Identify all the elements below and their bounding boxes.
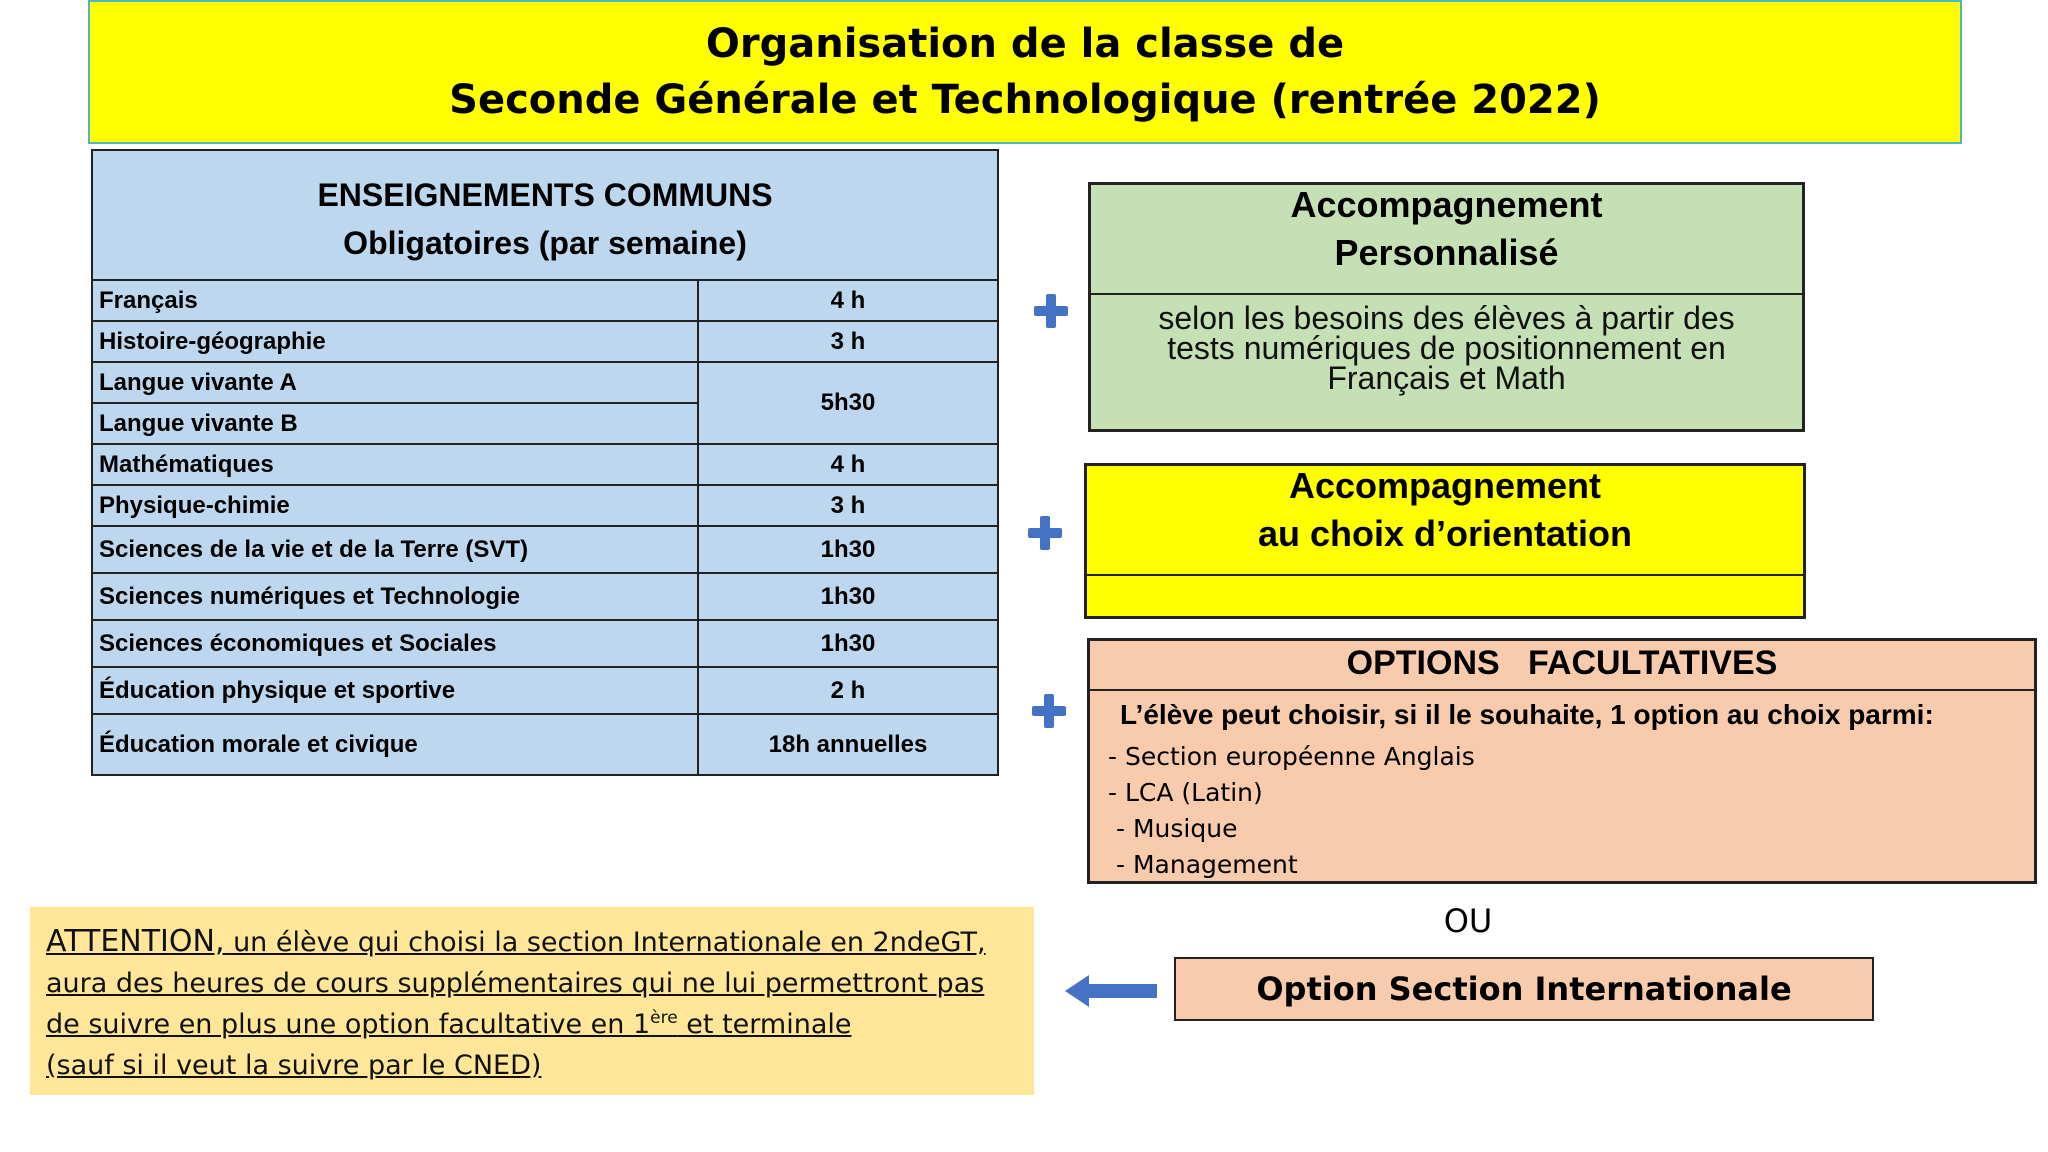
ap-title-line-2: Personnalisé bbox=[1334, 232, 1559, 273]
title-line-1: Organisation de la classe de bbox=[705, 21, 1345, 67]
subject-cell: Éducation physique et sportive bbox=[92, 667, 698, 714]
common-subjects-table bbox=[91, 149, 999, 776]
table-row bbox=[92, 280, 998, 321]
table-row bbox=[92, 667, 998, 714]
title-banner bbox=[88, 0, 1962, 144]
table-row bbox=[92, 321, 998, 362]
table-row bbox=[92, 485, 998, 526]
ap-description bbox=[1091, 295, 1802, 396]
ap-text-line-3: Français et Math bbox=[1327, 360, 1566, 396]
subject-cell: Français bbox=[92, 280, 698, 321]
hours-cell: 1h30 bbox=[698, 573, 998, 620]
attention-line-3-b: et terminale bbox=[677, 1009, 852, 1040]
table-row bbox=[92, 714, 998, 775]
ap-title-line-1: Accompagnement bbox=[1290, 184, 1603, 225]
table-row bbox=[92, 444, 998, 485]
section-internationale-box: Option Section Internationale bbox=[1174, 957, 1874, 1021]
title-line-2: Seconde Générale et Technologique (rentrée 2022) bbox=[449, 77, 1601, 123]
table-row bbox=[92, 362, 998, 403]
table-heading bbox=[92, 150, 998, 280]
table-header-row bbox=[92, 150, 998, 280]
ap-text-line-2: tests numériques de positionnement en bbox=[1167, 330, 1726, 366]
options-intro: L’élève peut choisir, si il le souhaite, 1 option au choix parmi: bbox=[1120, 699, 1934, 730]
subject-cell: Histoire-géographie bbox=[92, 321, 698, 362]
attention-note bbox=[30, 907, 1034, 1095]
plus-icon bbox=[1032, 292, 1070, 330]
ao-title bbox=[1087, 466, 1803, 576]
options-title: OPTIONS FACULTATIVES bbox=[1090, 641, 2034, 691]
ao-title-line-1: Accompagnement bbox=[1288, 465, 1602, 506]
subject-cell: Langue vivante A bbox=[92, 362, 698, 403]
attention-line-4: (sauf si il veut la suivre par le CNED) bbox=[46, 1050, 542, 1081]
option-item: - Musique bbox=[1116, 814, 1238, 843]
hours-cell: 4 h bbox=[698, 280, 998, 321]
subject-cell: Mathématiques bbox=[92, 444, 698, 485]
attention-word: ATTENTION, bbox=[46, 924, 225, 959]
subject-cell: Physique-chimie bbox=[92, 485, 698, 526]
subject-cell: Sciences économiques et Sociales bbox=[92, 620, 698, 667]
table-row bbox=[92, 573, 998, 620]
accompagnement-orientation-box bbox=[1084, 463, 1806, 619]
table-heading-2: Obligatoires (par semaine) bbox=[343, 225, 747, 261]
ap-title bbox=[1091, 185, 1802, 295]
hours-cell: 5h30 bbox=[698, 362, 998, 444]
hours-cell: 1h30 bbox=[698, 526, 998, 573]
attention-line-3-a: de suivre en plus une option facultative en 1 bbox=[46, 1009, 651, 1040]
attention-line-1 bbox=[46, 921, 1034, 963]
option-item: - LCA (Latin) bbox=[1108, 778, 1263, 807]
subject-cell: Langue vivante B bbox=[92, 403, 698, 444]
subject-cell: Éducation morale et civique bbox=[92, 714, 698, 775]
option-item: - Management bbox=[1116, 850, 1298, 879]
ap-text-line-1: selon les besoins des élèves à partir des bbox=[1158, 300, 1735, 336]
arrow-left-icon bbox=[1063, 973, 1159, 1009]
attention-line-1-text: un élève qui choisi la section Internationale en 2ndeGT, bbox=[224, 927, 986, 958]
hours-cell: 18h annuelles bbox=[698, 714, 998, 775]
ao-title-line-2: au choix d’orientation bbox=[1257, 513, 1633, 554]
ou-label: OU bbox=[1443, 902, 1493, 940]
table-row bbox=[92, 526, 998, 573]
plus-icon bbox=[1026, 514, 1064, 552]
subject-cell: Sciences numériques et Technologie bbox=[92, 573, 698, 620]
hours-cell: 4 h bbox=[698, 444, 998, 485]
hours-cell: 3 h bbox=[698, 321, 998, 362]
hours-cell: 2 h bbox=[698, 667, 998, 714]
table-row bbox=[92, 620, 998, 667]
accompagnement-personnalise-box bbox=[1088, 182, 1805, 432]
attention-superscript: ère bbox=[650, 1008, 678, 1028]
hours-cell: 3 h bbox=[698, 485, 998, 526]
option-item: - Section européenne Anglais bbox=[1108, 742, 1475, 771]
attention-line-2: aura des heures de cours supplémentaires qui ne lui permettront pas bbox=[46, 968, 985, 999]
hours-cell: 1h30 bbox=[698, 620, 998, 667]
subject-cell: Sciences de la vie et de la Terre (SVT) bbox=[92, 526, 698, 573]
attention-line-3 bbox=[46, 1004, 1034, 1045]
table-heading-1: ENSEIGNEMENTS COMMUNS bbox=[317, 177, 773, 213]
plus-icon bbox=[1030, 692, 1068, 730]
options-facultatives-box bbox=[1087, 638, 2037, 884]
